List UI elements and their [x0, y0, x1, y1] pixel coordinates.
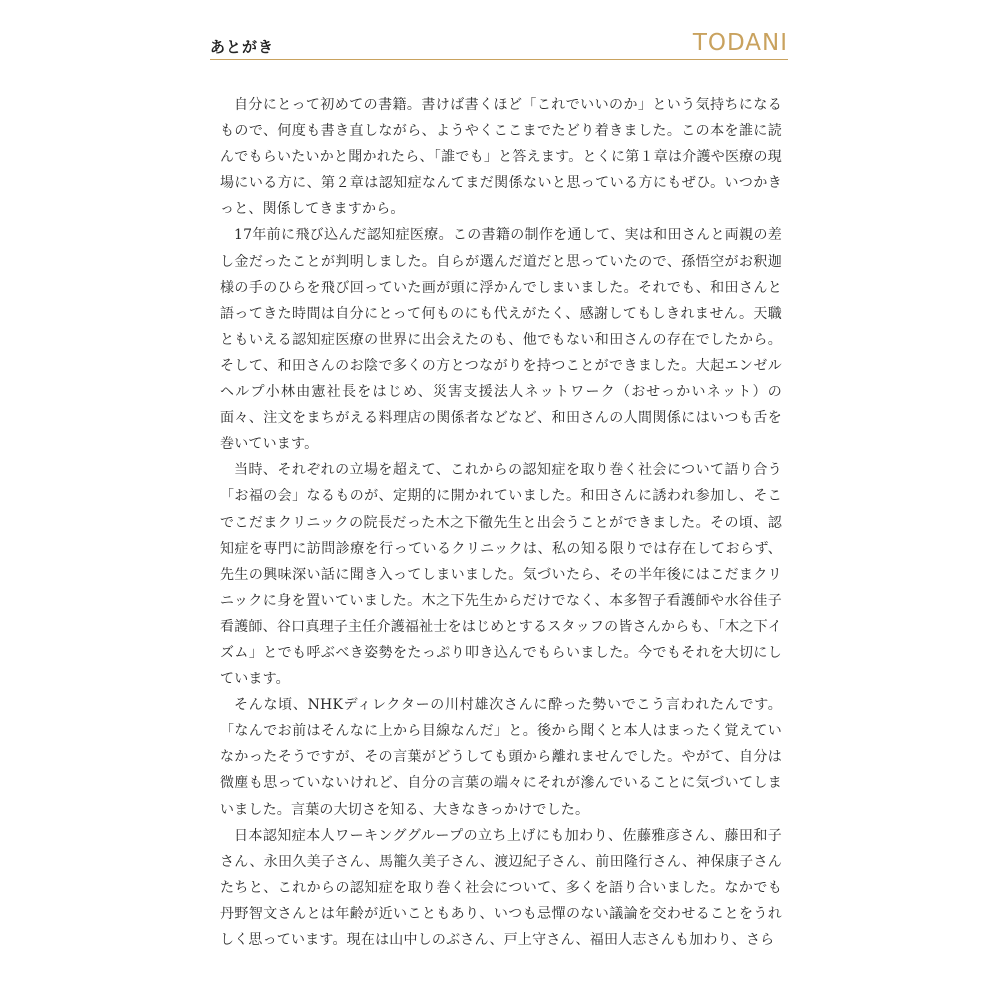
paragraph-5: 日本認知症本人ワーキンググループの立ち上げにも加わり、佐藤雅彦さん、藤田和子さん、永田久美子さん、馬籠久美子さん、渡辺紀子さん、前田隆行さん、神保康子さんたちと、これからの認知症を取り巻く社会について、多くを語り合いました。なかでも丹野智文さんとは年齢が近いこともあり、いつも忌憚のない議論を交わせることをうれしく思っています。現在は山中しのぶさん、戸上守さん、福田人志さんも加わり、さら	[220, 827, 782, 948]
paragraph-3: 当時、それぞれの立場を超えて、これからの認知症を取り巻く社会について語り合う「お福の会」なるものが、定期的に開かれていました。和田さんに誘われ参加し、そこでこだまクリニックの院長だった木之下徹先生と出会うことができました。その頃、認知症を専門に訪問診療を行っているクリニックは、私の知る限りでは存在しておらず、先生の興味深い話に聞き入ってしまいました。気づいたら、その半年後にはこだまクリニックに身を置いていました。木之下先生からだけでなく、本多智子看護師や水谷佳子看護師、谷口真理子主任介護福祉士をはじめとするスタッフの皆さんからも、「木之下イズム」とでも呼ぶべき姿勢をたっぷり叩き込んでもらいました。今でもそれを大切にしています。	[220, 462, 782, 688]
paragraph-4: そんな頃、NHKディレクターの川村雄次さんに酔った勢いでこう言われたんです。「なんでお前はそんなに上から目線なんだ」と。後から聞くと本人はまったく覚えていなかったそうですが、その言葉がどうしても頭から離れませんでした。やがて、自分は微塵も思っていないけれど、自分の言葉の端々にそれが滲んでいることに気づいてしまいました。言葉の大切さを知る、大きなきっかけでした。	[220, 697, 782, 818]
paragraph-2: 17年前に飛び込んだ認知症医療。この書籍の制作を通して、実は和田さんと両親の差し金だったことが判明しました。自らが選んだ道だと思っていたので、孫悟空がお釈迦様の手のひらを飛び回っていた画が頭に浮かんでしまいました。それでも、和田さんと語ってきた時間は自分にとって何ものにも代えがたく、感謝してもしきれません。天職ともいえる認知症医療の世界に出会えたのも、他でもない和田さんの存在でしたから。そして、和田さんのお陰で多くの方とつながりを持つことができました。大起エンゼルヘルプ小林由憲社長をはじめ、災害支援法人ネットワーク（おせっかいネット）の面々、注文をまちがえる料理店の関係者などなど、和田さんの人間関係にはいつも舌を巻いています。	[220, 227, 782, 453]
body-text	[220, 92, 782, 953]
section-title: あとがき	[210, 38, 275, 56]
paragraph-1: 自分にとって初めての書籍。書けば書くほど「これでいいのか」という気持ちになるもので、何度も書き直しながら、ようやくここまでたどり着きました。この本を誰に読んでもらいたいかと聞かれたら、「誰でも」と答えます。とくに第１章は介護や医療の現場にいる方に、第２章は認知症なんてまだ関係ないと思っている方にもぜひ。いつかきっと、関係してきますから。	[220, 97, 782, 218]
header-divider	[210, 59, 788, 60]
page-header	[210, 28, 788, 60]
brand-logo-text: TODANI	[692, 30, 788, 56]
